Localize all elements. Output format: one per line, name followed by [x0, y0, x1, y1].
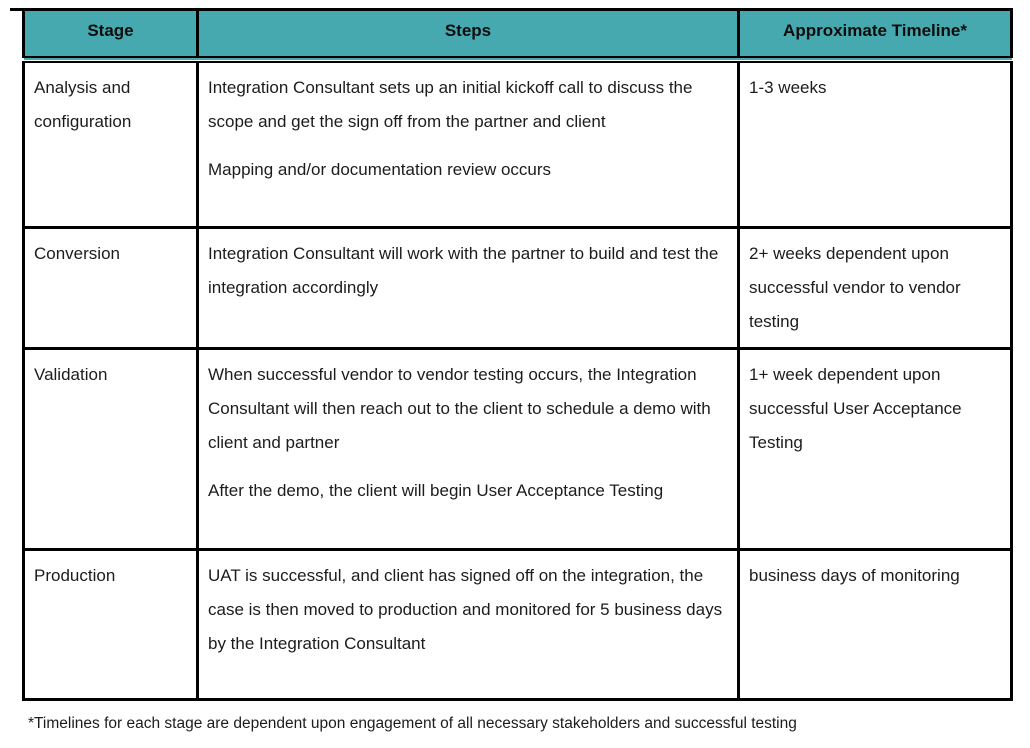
stage-cell: Analysis and configuration [24, 60, 198, 228]
table-footnote: *Timelines for each stage are dependent upon engagement of all necessary stakeholders and successful testing [28, 715, 797, 732]
steps-paragraph: Mapping and/or documentation review occurs [208, 160, 552, 179]
steps-cell [198, 349, 739, 550]
table-row-analysis-and-configuration [24, 60, 1012, 228]
timeline-cell: business days of monitoring [739, 550, 1012, 700]
steps-paragraph: When successful vendor to vendor testing occurs, the Integration Consultant will then reach out to the client to schedule a demo with client and partner [208, 365, 711, 452]
steps-paragraph: Integration Consultant will work with the partner to build and test the integration accordingly [208, 244, 719, 297]
column-header-approximate-timeline: Approximate Timeline* [739, 10, 1012, 60]
table-row-validation [24, 349, 1012, 550]
table-row-production [24, 550, 1012, 700]
column-header-stage: Stage [24, 10, 198, 60]
column-header-steps: Steps [198, 10, 739, 60]
steps-paragraph: Integration Consultant sets up an initial kickoff call to discuss the scope and get the sign off from the partner and client [208, 78, 693, 131]
steps-cell [198, 60, 739, 228]
table-row-conversion [24, 228, 1012, 349]
stage-cell: Conversion [24, 228, 198, 349]
stage-cell: Validation [24, 349, 198, 550]
steps-paragraph: After the demo, the client will begin User Acceptance Testing [208, 481, 664, 500]
timeline-cell: 1-3 weeks [739, 60, 1012, 228]
steps-paragraph: UAT is successful, and client has signed off on the integration, the case is then moved to production and monitored for 5 business days by the Integration Consultant [208, 566, 723, 653]
timeline-cell: 2+ weeks dependent upon successful vendor to vendor testing [739, 228, 1012, 349]
steps-cell [198, 228, 739, 349]
timeline-cell: 1+ week dependent upon successful User Acceptance Testing [739, 349, 1012, 550]
steps-cell [198, 550, 739, 700]
integration-timeline-table [22, 8, 1013, 701]
stage-cell: Production [24, 550, 198, 700]
header-row [24, 10, 1012, 60]
